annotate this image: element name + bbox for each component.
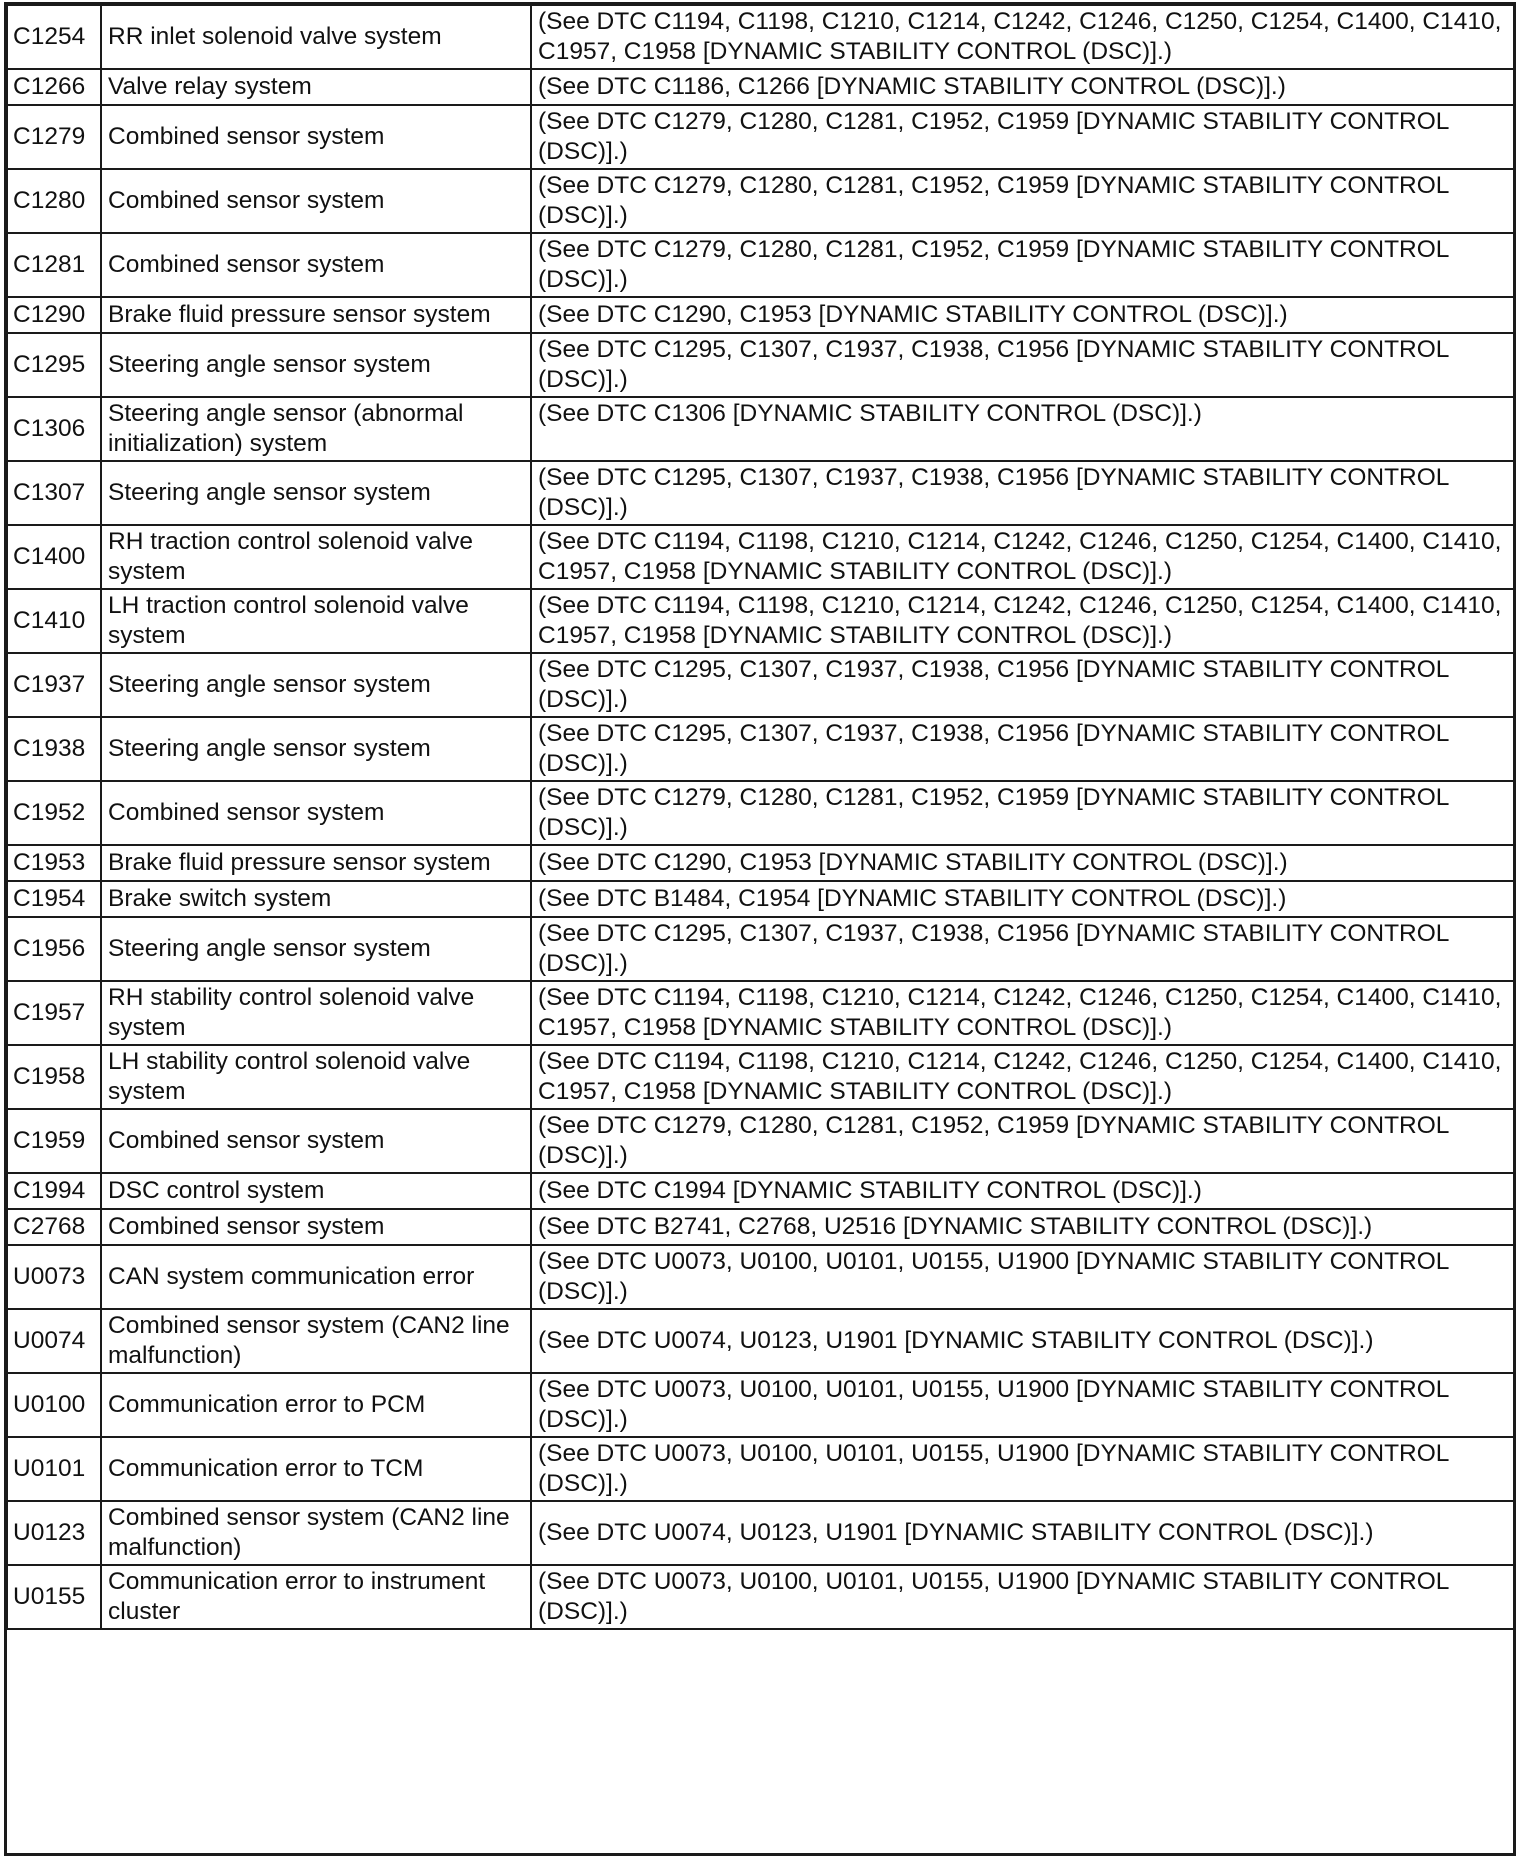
dtc-code-cell: C1952 xyxy=(7,781,101,845)
dtc-description-cell: CAN system communication error xyxy=(101,1245,531,1309)
dtc-code-cell: U0074 xyxy=(7,1309,101,1373)
dtc-code-cell: C1400 xyxy=(7,525,101,589)
dtc-reference-cell: (See DTC C1295, C1307, C1937, C1938, C1956 [DYNAMIC STABILITY CONTROL (DSC)].) xyxy=(531,917,1515,981)
table-row xyxy=(7,105,1515,169)
table-row xyxy=(7,1437,1515,1501)
dtc-code-cell: C1254 xyxy=(7,5,101,69)
dtc-description-cell: Brake fluid pressure sensor system xyxy=(101,297,531,333)
dtc-reference-cell: (See DTC C1194, C1198, C1210, C1214, C1242, C1246, C1250, C1254, C1400, C1410, C1957, C1958 [DYNAMIC STABILITY CONTROL (DSC)].) xyxy=(531,981,1515,1045)
table-row xyxy=(7,397,1515,461)
dtc-reference-cell: (See DTC C1279, C1280, C1281, C1952, C1959 [DYNAMIC STABILITY CONTROL (DSC)].) xyxy=(531,169,1515,233)
dtc-code-cell: C1307 xyxy=(7,461,101,525)
table-row xyxy=(7,1501,1515,1565)
dtc-reference-cell: (See DTC C1279, C1280, C1281, C1952, C1959 [DYNAMIC STABILITY CONTROL (DSC)].) xyxy=(531,781,1515,845)
dtc-description-cell: Brake switch system xyxy=(101,881,531,917)
table-row xyxy=(7,717,1515,781)
table-row xyxy=(7,653,1515,717)
dtc-code-cell: C1953 xyxy=(7,845,101,881)
dtc-description-cell: Steering angle sensor (abnormal initialization) system xyxy=(101,397,531,461)
table-row xyxy=(7,917,1515,981)
table-row xyxy=(7,333,1515,397)
table-row xyxy=(7,1109,1515,1173)
table-row xyxy=(7,781,1515,845)
dtc-description-cell: Communication error to instrument cluster xyxy=(101,1565,531,1629)
dtc-description-cell: Combined sensor system (CAN2 line malfunction) xyxy=(101,1501,531,1565)
dtc-reference-cell: (See DTC U0073, U0100, U0101, U0155, U1900 [DYNAMIC STABILITY CONTROL (DSC)].) xyxy=(531,1373,1515,1437)
table-row xyxy=(7,845,1515,881)
dtc-code-cell: C1956 xyxy=(7,917,101,981)
dtc-reference-cell: (See DTC C1194, C1198, C1210, C1214, C1242, C1246, C1250, C1254, C1400, C1410, C1957, C1958 [DYNAMIC STABILITY CONTROL (DSC)].) xyxy=(531,1045,1515,1109)
table-row xyxy=(7,1565,1515,1629)
dtc-description-cell: Communication error to PCM xyxy=(101,1373,531,1437)
dtc-description-cell: DSC control system xyxy=(101,1173,531,1209)
dtc-reference-cell: (See DTC C1994 [DYNAMIC STABILITY CONTROL (DSC)].) xyxy=(531,1173,1515,1209)
dtc-code-cell: U0123 xyxy=(7,1501,101,1565)
dtc-code-cell: C1410 xyxy=(7,589,101,653)
table-row xyxy=(7,69,1515,105)
dtc-description-cell: Combined sensor system xyxy=(101,1209,531,1245)
dtc-reference-cell: (See DTC C1279, C1280, C1281, C1952, C1959 [DYNAMIC STABILITY CONTROL (DSC)].) xyxy=(531,233,1515,297)
dtc-reference-cell: (See DTC C1290, C1953 [DYNAMIC STABILITY CONTROL (DSC)].) xyxy=(531,297,1515,333)
table-row xyxy=(7,981,1515,1045)
dtc-description-cell: Steering angle sensor system xyxy=(101,917,531,981)
dtc-reference-cell: (See DTC C1295, C1307, C1937, C1938, C1956 [DYNAMIC STABILITY CONTROL (DSC)].) xyxy=(531,653,1515,717)
dtc-description-cell: Communication error to TCM xyxy=(101,1437,531,1501)
table-row xyxy=(7,1309,1515,1373)
dtc-reference-cell: (See DTC C1279, C1280, C1281, C1952, C1959 [DYNAMIC STABILITY CONTROL (DSC)].) xyxy=(531,105,1515,169)
dtc-code-cell: U0073 xyxy=(7,1245,101,1309)
dtc-code-cell: U0100 xyxy=(7,1373,101,1437)
dtc-code-cell: C1281 xyxy=(7,233,101,297)
table-row xyxy=(7,5,1515,69)
dtc-table-body xyxy=(7,5,1515,1629)
dtc-description-cell: Steering angle sensor system xyxy=(101,461,531,525)
dtc-reference-cell: (See DTC C1295, C1307, C1937, C1938, C1956 [DYNAMIC STABILITY CONTROL (DSC)].) xyxy=(531,333,1515,397)
dtc-description-cell: RH traction control solenoid valve system xyxy=(101,525,531,589)
dtc-code-cell: C1295 xyxy=(7,333,101,397)
dtc-description-cell: Valve relay system xyxy=(101,69,531,105)
table-row xyxy=(7,233,1515,297)
dtc-description-cell: Combined sensor system xyxy=(101,1109,531,1173)
table-row xyxy=(7,1245,1515,1309)
dtc-code-cell: C1954 xyxy=(7,881,101,917)
dtc-code-cell: C1280 xyxy=(7,169,101,233)
dtc-code-cell: U0155 xyxy=(7,1565,101,1629)
dtc-reference-cell: (See DTC C1295, C1307, C1937, C1938, C1956 [DYNAMIC STABILITY CONTROL (DSC)].) xyxy=(531,717,1515,781)
dtc-reference-cell: (See DTC C1279, C1280, C1281, C1952, C1959 [DYNAMIC STABILITY CONTROL (DSC)].) xyxy=(531,1109,1515,1173)
dtc-reference-cell: (See DTC U0073, U0100, U0101, U0155, U1900 [DYNAMIC STABILITY CONTROL (DSC)].) xyxy=(531,1565,1515,1629)
dtc-code-cell: C1306 xyxy=(7,397,101,461)
dtc-description-cell: RR inlet solenoid valve system xyxy=(101,5,531,69)
table-row xyxy=(7,1373,1515,1437)
table-row xyxy=(7,1209,1515,1245)
dtc-description-cell: Combined sensor system xyxy=(101,233,531,297)
table-row xyxy=(7,589,1515,653)
dtc-description-cell: Steering angle sensor system xyxy=(101,653,531,717)
dtc-description-cell: Combined sensor system xyxy=(101,781,531,845)
dtc-code-cell: C1994 xyxy=(7,1173,101,1209)
dtc-code-cell: C2768 xyxy=(7,1209,101,1245)
dtc-reference-cell: (See DTC C1194, C1198, C1210, C1214, C1242, C1246, C1250, C1254, C1400, C1410, C1957, C1958 [DYNAMIC STABILITY CONTROL (DSC)].) xyxy=(531,525,1515,589)
table-row xyxy=(7,297,1515,333)
dtc-code-cell: C1266 xyxy=(7,69,101,105)
table-row xyxy=(7,1173,1515,1209)
dtc-description-cell: RH stability control solenoid valve system xyxy=(101,981,531,1045)
dtc-code-cell: U0101 xyxy=(7,1437,101,1501)
table-row xyxy=(7,881,1515,917)
dtc-reference-cell: (See DTC U0074, U0123, U1901 [DYNAMIC STABILITY CONTROL (DSC)].) xyxy=(531,1309,1515,1373)
table-row xyxy=(7,461,1515,525)
dtc-reference-cell: (See DTC U0073, U0100, U0101, U0155, U1900 [DYNAMIC STABILITY CONTROL (DSC)].) xyxy=(531,1245,1515,1309)
dtc-reference-cell: (See DTC C1194, C1198, C1210, C1214, C1242, C1246, C1250, C1254, C1400, C1410, C1957, C1958 [DYNAMIC STABILITY CONTROL (DSC)].) xyxy=(531,5,1515,69)
table-row xyxy=(7,1045,1515,1109)
dtc-reference-cell: (See DTC B1484, C1954 [DYNAMIC STABILITY CONTROL (DSC)].) xyxy=(531,881,1515,917)
dtc-description-cell: Brake fluid pressure sensor system xyxy=(101,845,531,881)
dtc-code-cell: C1958 xyxy=(7,1045,101,1109)
dtc-code-cell: C1290 xyxy=(7,297,101,333)
dtc-description-cell: Steering angle sensor system xyxy=(101,333,531,397)
dtc-description-cell: Combined sensor system xyxy=(101,169,531,233)
dtc-reference-cell: (See DTC C1295, C1307, C1937, C1938, C1956 [DYNAMIC STABILITY CONTROL (DSC)].) xyxy=(531,461,1515,525)
dtc-reference-cell: (See DTC B2741, C2768, U2516 [DYNAMIC STABILITY CONTROL (DSC)].) xyxy=(531,1209,1515,1245)
dtc-code-cell: C1279 xyxy=(7,105,101,169)
dtc-description-cell: Steering angle sensor system xyxy=(101,717,531,781)
dtc-description-cell: Combined sensor system xyxy=(101,105,531,169)
dtc-code-cell: C1957 xyxy=(7,981,101,1045)
dtc-code-cell: C1938 xyxy=(7,717,101,781)
dtc-reference-cell: (See DTC U0074, U0123, U1901 [DYNAMIC STABILITY CONTROL (DSC)].) xyxy=(531,1501,1515,1565)
dtc-table xyxy=(6,4,1516,1630)
table-row xyxy=(7,525,1515,589)
dtc-code-cell: C1959 xyxy=(7,1109,101,1173)
dtc-description-cell: LH stability control solenoid valve system xyxy=(101,1045,531,1109)
dtc-description-cell: LH traction control solenoid valve system xyxy=(101,589,531,653)
dtc-code-cell: C1937 xyxy=(7,653,101,717)
dtc-reference-cell: (See DTC C1194, C1198, C1210, C1214, C1242, C1246, C1250, C1254, C1400, C1410, C1957, C1958 [DYNAMIC STABILITY CONTROL (DSC)].) xyxy=(531,589,1515,653)
dtc-reference-cell: (See DTC C1306 [DYNAMIC STABILITY CONTROL (DSC)].) xyxy=(531,397,1515,461)
dtc-reference-cell: (See DTC C1186, C1266 [DYNAMIC STABILITY CONTROL (DSC)].) xyxy=(531,69,1515,105)
dtc-description-cell: Combined sensor system (CAN2 line malfunction) xyxy=(101,1309,531,1373)
table-row xyxy=(7,169,1515,233)
dtc-reference-cell: (See DTC U0073, U0100, U0101, U0155, U1900 [DYNAMIC STABILITY CONTROL (DSC)].) xyxy=(531,1437,1515,1501)
dtc-reference-cell: (See DTC C1290, C1953 [DYNAMIC STABILITY CONTROL (DSC)].) xyxy=(531,845,1515,881)
